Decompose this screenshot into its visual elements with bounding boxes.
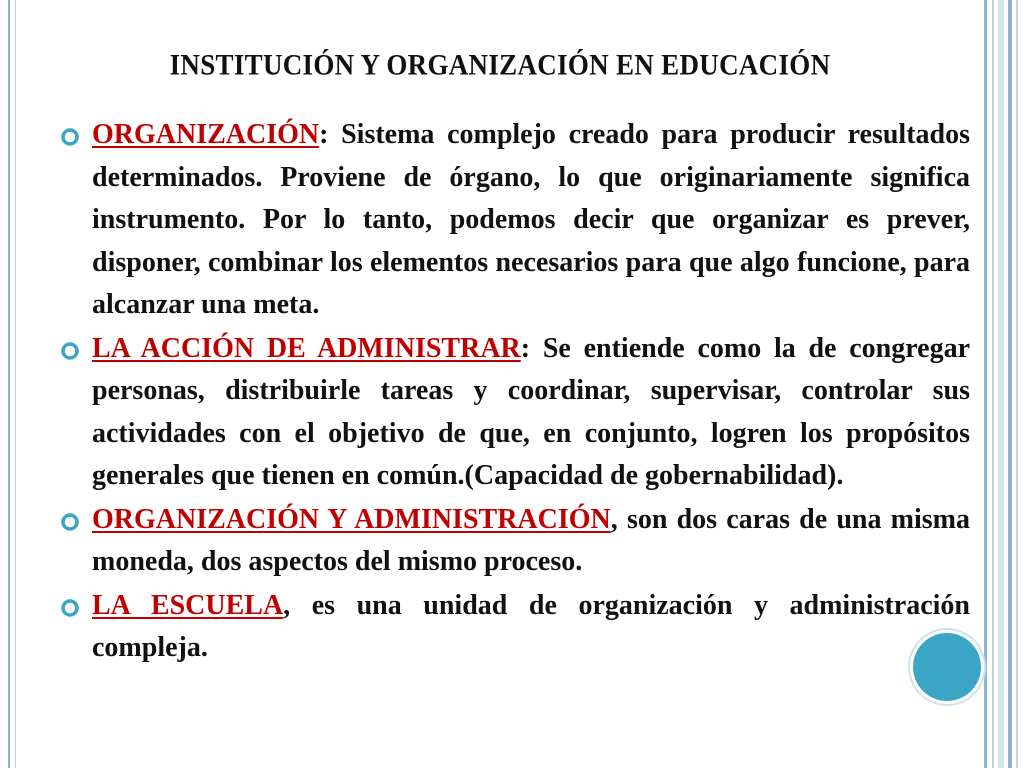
ring-bullet-icon — [60, 512, 80, 532]
bullet-list — [60, 114, 970, 671]
bullet-text: , es una unidad de organización y administración compleja. — [92, 589, 970, 663]
right-frame-line — [992, 0, 994, 768]
bullet-text: : Se entiende como la de congregar personas, distribuirle tareas y coordinar, supervisar, controlar sus actividades con el objetivo de que, en conjunto, logren los propósitos generales que tienen en común.(Capacidad de gobernabilidad). — [92, 332, 970, 491]
bullet-term: ORGANIZACIÓN — [92, 119, 320, 150]
ring-bullet-icon — [60, 341, 80, 361]
bullet-text: , son dos caras de una misma moneda, dos aspectos del mismo proceso. — [92, 503, 970, 577]
bullet-item — [60, 328, 970, 498]
left-frame-inner-line — [15, 0, 16, 768]
bullet-term: LA ACCIÓN DE ADMINISTRAR — [92, 332, 521, 364]
ring-bullet-icon — [60, 127, 80, 147]
bullet-item — [60, 114, 970, 327]
left-frame-line — [8, 0, 10, 768]
slide-title: INSTITUCIÓN Y ORGANIZACIÓN EN EDUCACIÓN — [169, 48, 831, 82]
decorative-circle — [913, 633, 981, 701]
right-frame-decoration — [980, 0, 1024, 768]
right-frame-line — [998, 0, 1004, 768]
bullet-item — [60, 499, 970, 584]
right-frame-line — [1008, 0, 1012, 768]
bullet-item — [60, 585, 970, 670]
bullet-text: : Sistema complejo creado para producir resultados determinados. Proviene de órgano, lo que originariamente significa instrumento. Por lo tanto, podemos decir que organizar es prever, disponer, combinar los elementos necesarios para que algo funcione, para alcanzar una meta. — [92, 119, 970, 320]
right-frame-line — [984, 0, 987, 768]
bullet-term: ORGANIZACIÓN Y ADMINISTRACIÓN — [92, 503, 611, 535]
bullet-term: LA ESCUELA — [92, 589, 284, 621]
ring-bullet-icon — [60, 598, 80, 618]
right-frame-line — [1016, 0, 1018, 768]
